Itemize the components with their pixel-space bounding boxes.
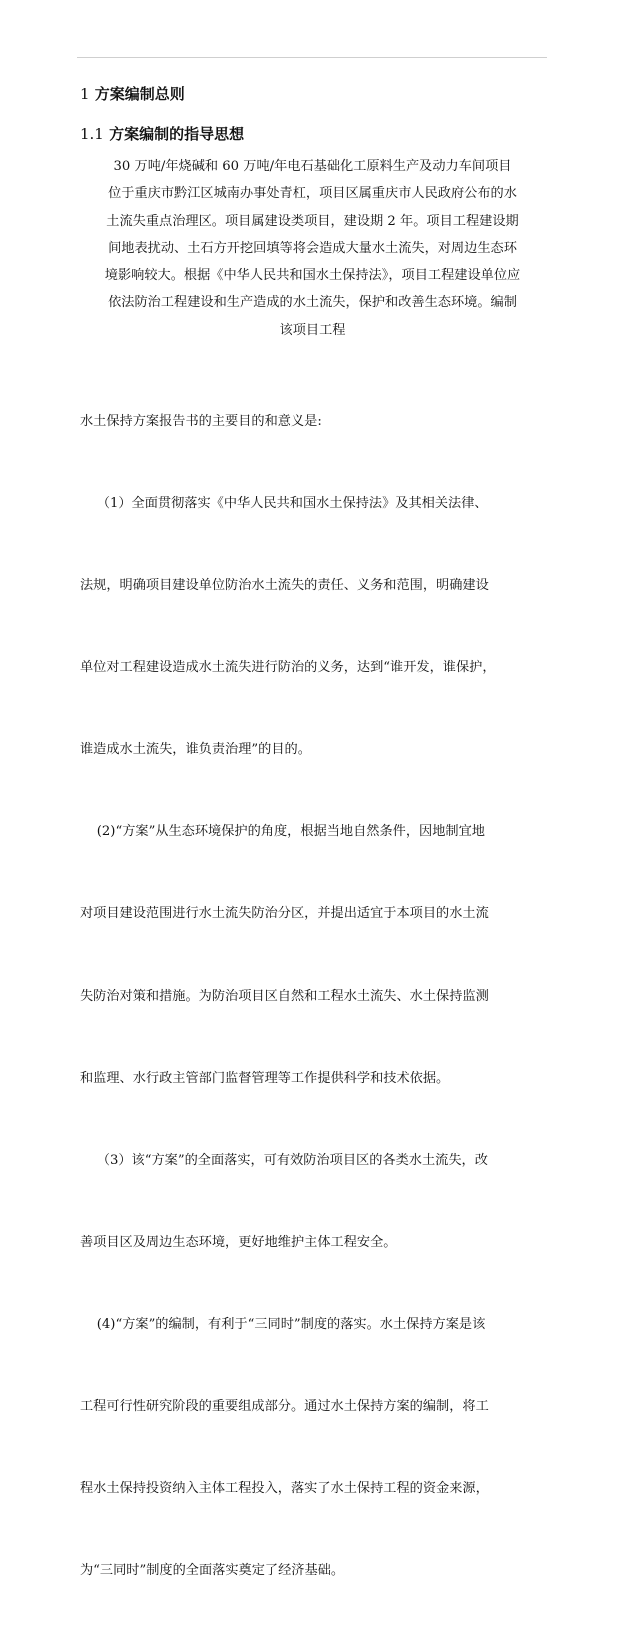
body-line: （3）该“方案”的全面落实，可有效防治项目区的各类水土流失，改	[80, 1152, 488, 1168]
body-line: （1）全面贯彻落实《中华人民共和国水土保持法》及其相关法律、	[80, 495, 488, 511]
body-line: 单位对工程建设造成水土流失进行防治的义务，达到“谁开发，谁保护，	[80, 660, 496, 676]
intro-line: 土流失重点治理区。项目属建设类项目，建设期 2 年。项目工程建设期	[106, 213, 519, 229]
intro-line: 位于重庆市黔江区城南办事处青杠，项目区属重庆市人民政府公布的水	[108, 186, 517, 202]
intro-line: 该项目工程	[279, 322, 346, 338]
body-line: 谁造成水土流失，谁负责治理”的目的。	[80, 742, 311, 758]
body-line: (4)“方案”的编制，有利于“三同时”制度的落实。水土保持方案是该	[80, 1317, 486, 1333]
section-heading-1-1	[80, 124, 244, 144]
section-heading-1-title: 方案编制总则	[94, 85, 185, 103]
intro-line: 间地表扰动、土石方开挖回填等将会造成大量水土流失，对周边生态环	[108, 240, 517, 256]
body-line: 失防治对策和措施。为防治项目区自然和工程水土流失、水土保持监测	[80, 988, 489, 1004]
body-line: 水土保持方案报告书的主要目的和意义是:	[80, 413, 322, 429]
section-heading-1-1-number: 1.1	[80, 125, 104, 143]
body-line: 为“三同时”制度的全面落实奠定了经济基础。	[80, 1563, 345, 1579]
intro-line: 依法防治工程建设和生产造成的水土流失，保护和改善生态环境。编制	[108, 295, 517, 311]
body-line: 和监理、水行政主管部门监督管理等工作提供科学和技术依据。	[80, 1070, 450, 1086]
body-line: 对项目建设范围进行水土流失防治分区，并提出适宜于本项目的水土流	[80, 906, 489, 922]
intro-paragraph	[80, 153, 545, 344]
body-line: 程水土保持投资纳入主体工程投入，落实了水土保持工程的资金来源，	[80, 1481, 489, 1497]
section-heading-1-1-title: 方案编制的指导思想	[109, 125, 245, 143]
intro-line: 30 万吨/年烧碱和 60 万吨/年电石基础化工原料生产及动力车间项目	[113, 159, 512, 174]
body-line: (2)“方案”从生态环境保护的角度，根据当地自然条件，因地制宜地	[80, 824, 485, 840]
intro-line: 境影响较大。根据《中华人民共和国水土保持法》，项目工程建设单位应	[104, 268, 521, 284]
body-line: 法规，明确项目建设单位防治水土流失的责任、义务和范围，明确建设	[80, 578, 489, 594]
body-line: 善项目区及周边生态环境，更好地维护主体工程安全。	[80, 1234, 397, 1250]
section-heading-1-number: 1	[80, 85, 90, 103]
header-rule	[77, 57, 547, 58]
section-heading-1	[80, 84, 185, 104]
body-paragraphs	[80, 353, 545, 1639]
body-line: 工程可行性研究阶段的重要组成部分。通过水土保持方案的编制，将工	[80, 1399, 489, 1415]
